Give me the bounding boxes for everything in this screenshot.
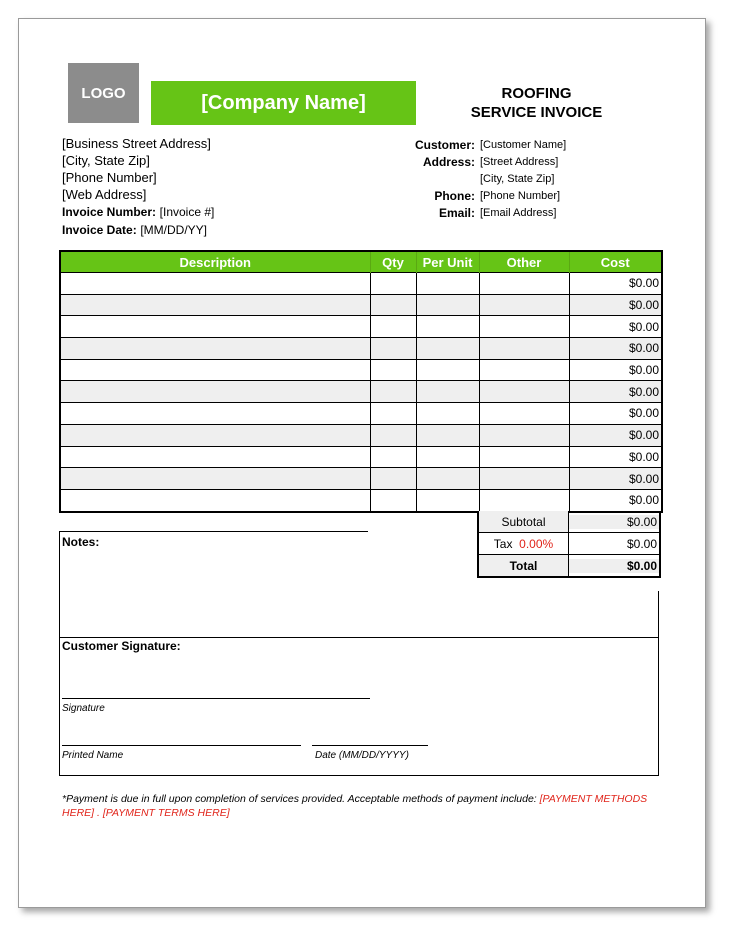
- cell-description[interactable]: [61, 403, 370, 425]
- cell-other[interactable]: [479, 403, 569, 425]
- table-row: [61, 338, 661, 360]
- column-header-qty: Qty: [370, 252, 416, 273]
- table-row: [61, 424, 661, 446]
- business-street: [Business Street Address]: [62, 136, 211, 151]
- cell-other[interactable]: [479, 338, 569, 360]
- cell-other[interactable]: [479, 273, 569, 295]
- cell-per-unit[interactable]: [416, 294, 479, 316]
- customer-phone-value: [Phone Number]: [480, 189, 561, 202]
- cell-per-unit[interactable]: [416, 424, 479, 446]
- cell-per-unit[interactable]: [416, 316, 479, 338]
- cell-description[interactable]: [61, 468, 370, 490]
- customer-email-value: [Email Address]: [480, 206, 557, 219]
- cell-other[interactable]: [479, 468, 569, 490]
- customer-phone-row: [379, 187, 566, 204]
- customer-city-value: [City, State Zip]: [480, 172, 555, 185]
- table-row: [61, 403, 661, 425]
- cell-per-unit[interactable]: [416, 338, 479, 360]
- invoice-date-row: [62, 221, 214, 239]
- column-header-description: Description: [61, 252, 370, 273]
- invoice-date-label: Invoice Date:: [62, 223, 137, 237]
- customer-name-label: Customer:: [414, 137, 475, 152]
- cell-qty[interactable]: [370, 294, 416, 316]
- customer-address-row: [379, 153, 566, 170]
- cell-qty[interactable]: [370, 403, 416, 425]
- table-row: [61, 489, 661, 510]
- table-body: [61, 273, 661, 511]
- cell-cost[interactable]: $0.00: [569, 489, 661, 510]
- subtotal-label: Subtotal: [479, 511, 569, 532]
- cell-qty[interactable]: [370, 468, 416, 490]
- cell-description[interactable]: [61, 338, 370, 360]
- logo-text: LOGO: [81, 84, 126, 102]
- cell-other[interactable]: [479, 294, 569, 316]
- cell-other[interactable]: [479, 359, 569, 381]
- invoice-number-value: [Invoice #]: [159, 205, 215, 219]
- table-row: [61, 381, 661, 403]
- business-info: [62, 135, 214, 239]
- date-line[interactable]: [312, 745, 428, 746]
- signature-caption: Signature: [62, 703, 105, 714]
- cell-other[interactable]: [479, 446, 569, 468]
- cell-qty[interactable]: [370, 381, 416, 403]
- cell-cost[interactable]: $0.00: [569, 338, 661, 360]
- printed-name-caption: Printed Name: [62, 750, 124, 761]
- divider: [658, 591, 659, 775]
- notes-signature-box: [59, 531, 659, 775]
- total-value[interactable]: $0.00: [569, 559, 659, 573]
- title-line-1: ROOFING: [501, 85, 572, 102]
- cell-per-unit[interactable]: [416, 468, 479, 490]
- customer-name-value: [Customer Name]: [480, 138, 567, 151]
- signature-line[interactable]: [62, 698, 370, 699]
- customer-street-value: [Street Address]: [480, 155, 559, 168]
- table-row: [61, 294, 661, 316]
- cell-qty[interactable]: [370, 316, 416, 338]
- cell-cost[interactable]: $0.00: [569, 294, 661, 316]
- document-title: [439, 84, 634, 122]
- total-label: Total: [479, 555, 569, 576]
- tax-value[interactable]: $0.00: [626, 536, 657, 551]
- printed-name-line[interactable]: [62, 745, 301, 746]
- customer-city-row: [379, 170, 566, 187]
- cell-qty[interactable]: [370, 338, 416, 360]
- customer-email-row: [379, 204, 566, 221]
- invoice-page: [18, 18, 706, 908]
- notes-label: Notes:: [62, 535, 100, 549]
- cell-description[interactable]: [61, 424, 370, 446]
- cell-cost[interactable]: $0.00: [569, 468, 661, 490]
- table-row: [61, 316, 661, 338]
- cell-other[interactable]: [479, 316, 569, 338]
- cell-per-unit[interactable]: [416, 489, 479, 510]
- cell-description[interactable]: [61, 381, 370, 403]
- invoice-date-value: [MM/DD/YY]: [140, 223, 207, 237]
- cell-per-unit[interactable]: [416, 381, 479, 403]
- invoice-number-row: [62, 203, 214, 221]
- cell-per-unit[interactable]: [416, 403, 479, 425]
- cell-other[interactable]: [479, 424, 569, 446]
- tax-rate[interactable]: 0.00%: [519, 536, 554, 551]
- cell-description[interactable]: [61, 294, 370, 316]
- logo-placeholder: [68, 63, 139, 123]
- table-row: [61, 468, 661, 490]
- payment-footnote: [62, 792, 652, 820]
- cell-per-unit[interactable]: [416, 446, 479, 468]
- payment-separator: .: [94, 807, 103, 819]
- divider: [59, 775, 659, 776]
- payment-terms: [PAYMENT TERMS HERE]: [102, 807, 230, 819]
- cell-qty[interactable]: [370, 359, 416, 381]
- subtotal-row: [479, 511, 659, 532]
- table-row: [61, 273, 661, 295]
- customer-name-row: [379, 136, 566, 153]
- company-name: [Company Name]: [201, 91, 366, 114]
- cell-description[interactable]: [61, 273, 370, 295]
- cell-cost[interactable]: $0.00: [569, 424, 661, 446]
- cell-other[interactable]: [479, 489, 569, 510]
- cell-qty[interactable]: [370, 273, 416, 295]
- table-header-row: [61, 252, 661, 273]
- cell-cost[interactable]: $0.00: [569, 381, 661, 403]
- customer-info: [379, 136, 566, 221]
- business-city: [City, State Zip]: [62, 153, 150, 168]
- cell-per-unit[interactable]: [416, 359, 479, 381]
- customer-signature-label: Customer Signature:: [62, 639, 181, 653]
- column-header-per-unit: Per Unit: [416, 252, 479, 273]
- cell-qty[interactable]: [370, 489, 416, 510]
- customer-address-label: Address:: [422, 154, 475, 169]
- cell-cost[interactable]: $0.00: [569, 446, 661, 468]
- cell-cost[interactable]: $0.00: [569, 359, 661, 381]
- business-phone: [Phone Number]: [62, 170, 157, 185]
- cell-qty[interactable]: [370, 424, 416, 446]
- title-line-2: SERVICE INVOICE: [470, 104, 603, 121]
- company-name-banner: [151, 81, 416, 125]
- cell-per-unit[interactable]: [416, 273, 479, 295]
- divider: [59, 637, 659, 638]
- date-caption: Date (MM/DD/YYYY): [315, 750, 409, 761]
- cell-cost[interactable]: $0.00: [569, 316, 661, 338]
- cell-cost[interactable]: $0.00: [569, 403, 661, 425]
- cell-cost[interactable]: $0.00: [569, 273, 661, 295]
- line-items-table: [59, 250, 663, 513]
- column-header-other: Other: [479, 252, 569, 273]
- divider: [59, 531, 60, 775]
- cell-description[interactable]: [61, 316, 370, 338]
- customer-email-label: Email:: [438, 205, 475, 220]
- divider: [59, 531, 368, 532]
- invoice-number-label: Invoice Number:: [62, 205, 157, 219]
- payment-text: *Payment is due in full upon completion of services provided. Acceptable methods of payment include:: [62, 793, 540, 805]
- customer-phone-label: Phone:: [434, 188, 475, 203]
- cell-description[interactable]: [61, 446, 370, 468]
- payment-methods: [PAYMENT METHODS HERE]: [62, 793, 648, 819]
- business-web: [Web Address]: [62, 187, 147, 202]
- column-header-cost: Cost: [569, 252, 661, 273]
- tax-label: Tax: [493, 536, 513, 551]
- cell-description[interactable]: [61, 359, 370, 381]
- cell-description[interactable]: [61, 489, 370, 510]
- cell-qty[interactable]: [370, 446, 416, 468]
- table-row: [61, 359, 661, 381]
- table-row: [61, 446, 661, 468]
- subtotal-value[interactable]: $0.00: [569, 515, 659, 529]
- cell-other[interactable]: [479, 381, 569, 403]
